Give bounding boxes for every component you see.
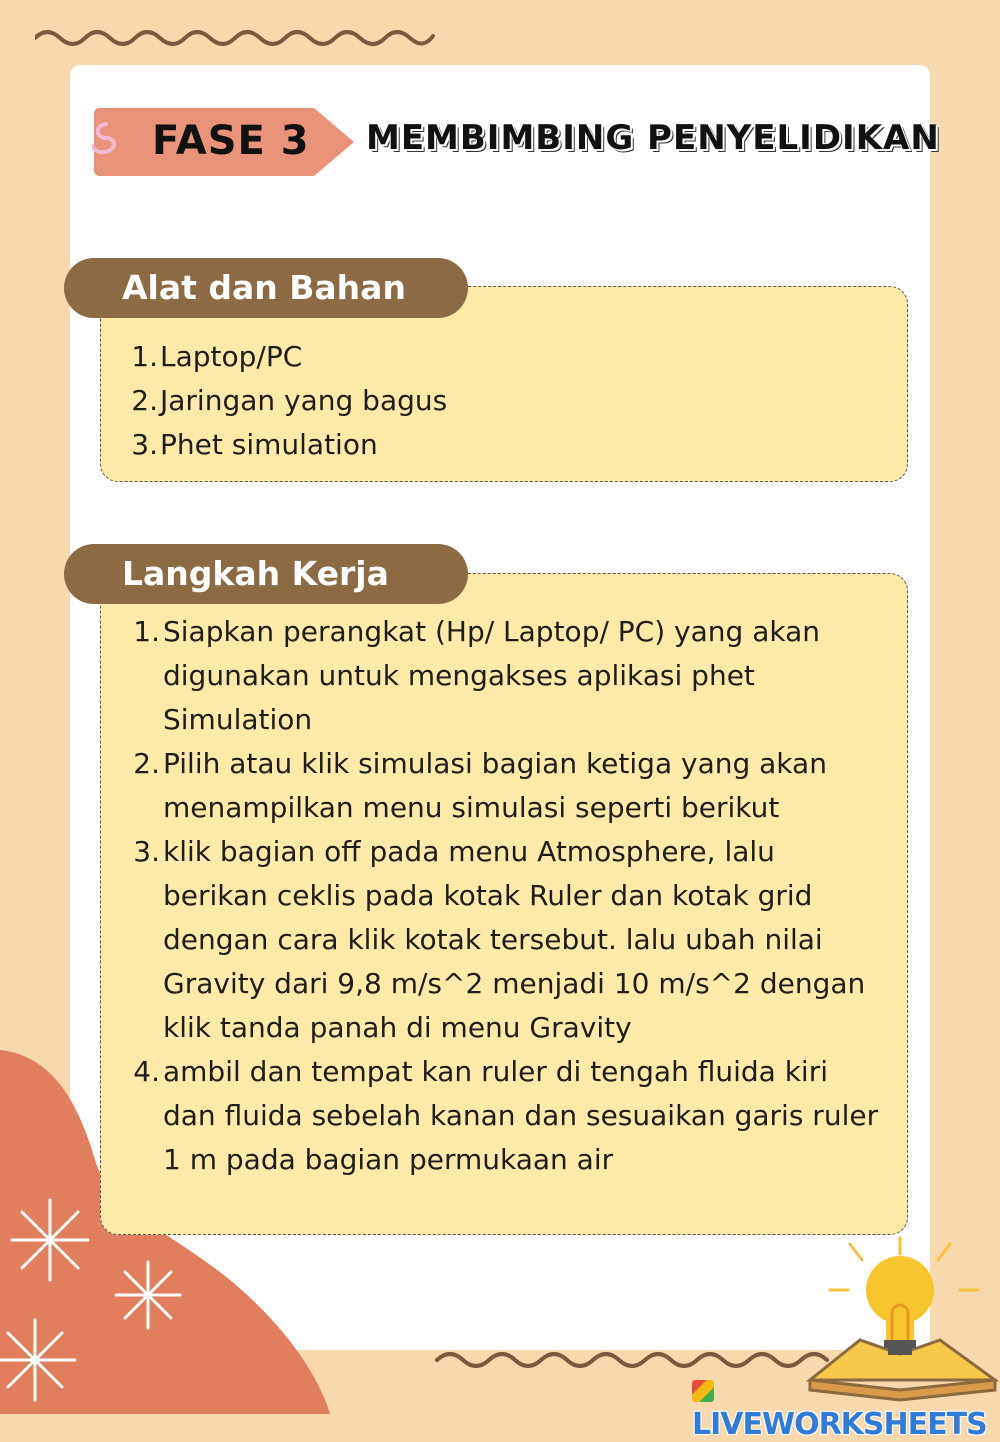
list-item — [102, 423, 882, 467]
top-squiggle-decoration — [35, 18, 435, 58]
step-number: 1. — [133, 615, 160, 648]
item-number: 3. — [131, 428, 158, 461]
step-line: dengan cara klik kotak tersebut. lalu ubah nilai — [163, 923, 823, 956]
page-title: MEMBIMBING PENYELIDIKAN — [366, 118, 940, 158]
phase-label: FASE 3 — [152, 118, 310, 164]
liveworksheets-logo-icon — [692, 1380, 714, 1402]
step-line: Pilih atau klik simulasi bagian ketiga yang akan — [163, 747, 827, 780]
list-item — [100, 830, 900, 1050]
step-line: menampilkan menu simulasi seperti berikut — [163, 791, 780, 824]
alat-list — [102, 335, 882, 467]
step-number: 4. — [133, 1055, 160, 1088]
item-text: Laptop/PC — [160, 340, 303, 373]
list-item — [102, 379, 882, 423]
step-line: Gravity dari 9,8 m/s^2 menjadi 10 m/s^2 dengan — [163, 967, 866, 1000]
step-line: 1 m pada bagian permukaan air — [163, 1143, 614, 1176]
step-line: dan fluida sebelah kanan dan sesuaikan garis ruler — [163, 1099, 879, 1132]
list-item — [100, 610, 900, 742]
langkah-heading: Langkah Kerja — [64, 544, 468, 604]
step-number: 2. — [133, 747, 160, 780]
watermark-text: LIVEWORKSHEETS — [692, 1407, 987, 1442]
step-line: Siapkan perangkat (Hp/ Laptop/ PC) yang akan — [163, 615, 820, 648]
list-item — [100, 1050, 900, 1182]
step-line: berikan ceklis pada kotak Ruler dan kotak grid — [163, 879, 813, 912]
item-number: 1. — [131, 340, 158, 373]
step-line: ambil dan tempat kan ruler di tengah fluida kiri — [163, 1055, 828, 1088]
step-line: klik bagian off pada menu Atmosphere, lalu — [163, 835, 775, 868]
list-item — [102, 335, 882, 379]
step-number: 3. — [133, 835, 160, 868]
step-line: klik tanda panah di menu Gravity — [163, 1011, 632, 1044]
item-number: 2. — [131, 384, 158, 417]
langkah-list — [100, 610, 900, 1182]
watermark — [692, 1372, 1000, 1442]
item-text: Jaringan yang bagus — [160, 384, 448, 417]
alat-heading: Alat dan Bahan — [64, 258, 468, 318]
step-line: digunakan untuk mengakses aplikasi phet — [163, 659, 755, 692]
list-item — [100, 742, 900, 830]
item-text: Phet simulation — [160, 428, 378, 461]
step-line: Simulation — [163, 703, 313, 736]
